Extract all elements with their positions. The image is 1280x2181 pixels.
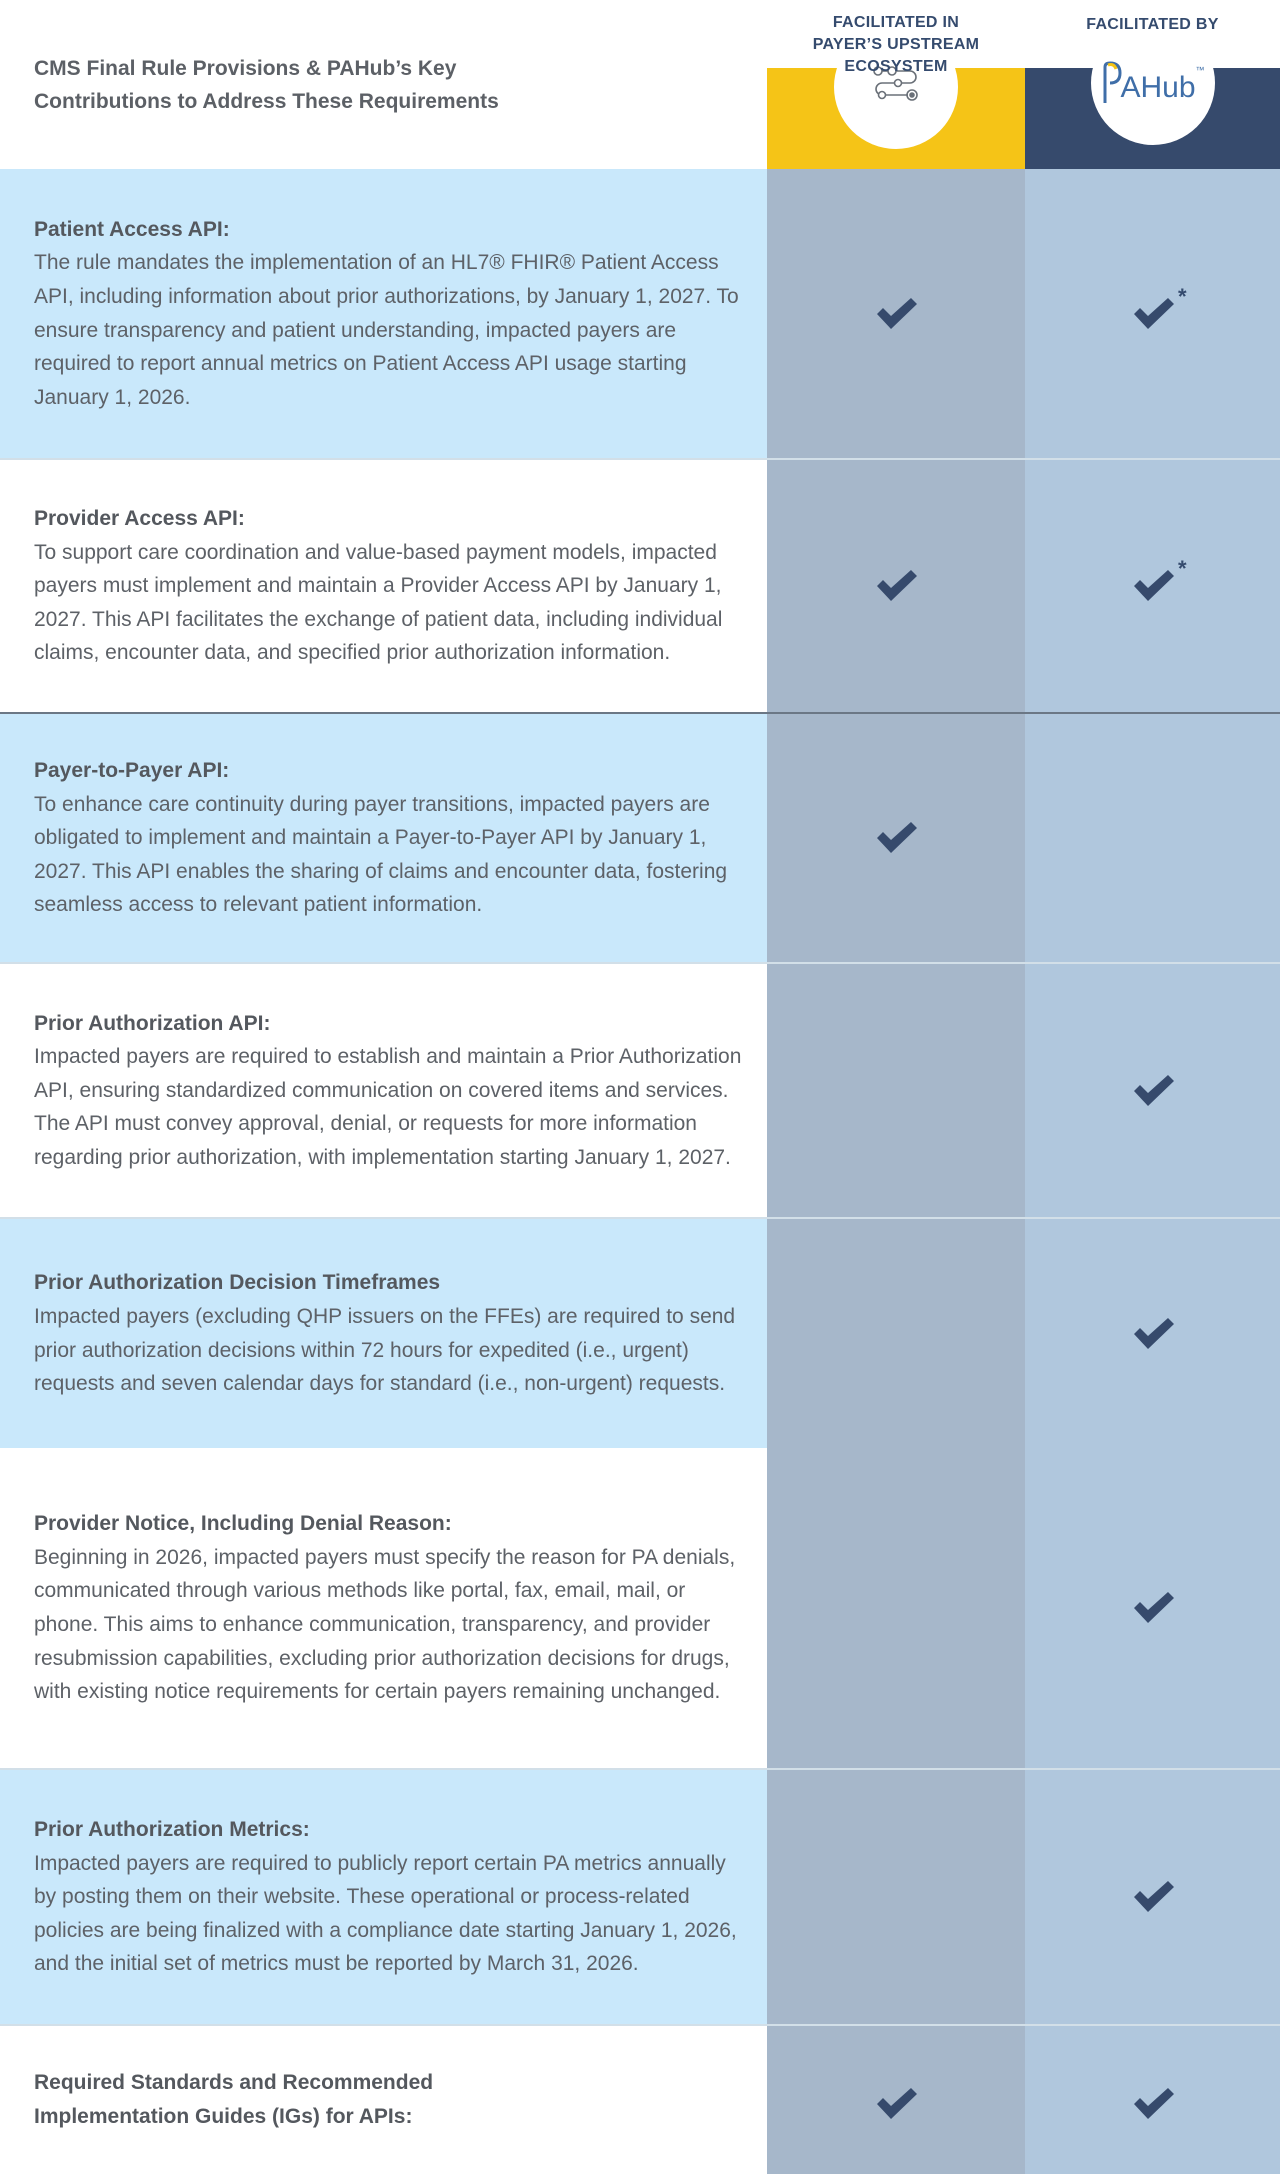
- provision-description: Beginning in 2026, impacted payers must specify the reason for PA denials, communicated through various methods like portal, fax, email, mail, or phone. This aims to enhance communication, transparency, and provider resubmission capabilities, excluding prior authorization decisions for drugs, with existing notice requirements for certain payers remaining unchanged.: [34, 1545, 736, 1704]
- provision-description: Impacted payers are required to establish and maintain a Prior Authorization API, ensuring standardized communication on covered items and services. The API must convey approval, denial, or requests for more information regarding prior authorization, with implementation starting January 1, 2027.: [34, 1045, 742, 1169]
- checkmark-icon: [874, 820, 918, 856]
- provision-title: Provider Notice, Including Denial Reason:: [34, 1512, 452, 1536]
- pahub-logo-wrap: [1100, 61, 1204, 105]
- table-row: [0, 1217, 1280, 1448]
- provision-description: Impacted payers are required to publicly report certain PA metrics annually by posting them on their website. These operational or process-related policies are being finalized with a compliance date starting January 1, 2026, and the initial set of metrics must be reported by March 31, 2026.: [34, 1851, 737, 1976]
- provision-text: [34, 502, 745, 670]
- pahub-cell: [1025, 2026, 1280, 2174]
- pahub-logo-text: AHub: [1120, 71, 1196, 104]
- upstream-cell: [767, 169, 1025, 458]
- provision-text: [34, 1266, 745, 1400]
- provision-text: [34, 1813, 745, 1981]
- provision-cell: [0, 1770, 767, 2024]
- asterisk-mark: *: [1177, 556, 1187, 581]
- column-header-pahub: [1025, 0, 1280, 169]
- pahub-cell: [1025, 169, 1280, 458]
- asterisk-mark: *: [1177, 283, 1187, 309]
- upstream-cell: [767, 2026, 1025, 2174]
- provision-cell: [0, 1219, 767, 1448]
- caption-line-3: ECOSYSTEM: [844, 58, 948, 75]
- page-title: [34, 52, 499, 118]
- checkmark-icon: [874, 296, 918, 332]
- table-row: [0, 169, 1280, 458]
- provision-text: [34, 213, 745, 415]
- upstream-cell: [767, 964, 1025, 1217]
- caption-line-1: FACILITATED IN: [832, 14, 960, 31]
- page-title-line-1: CMS Final Rule Provisions & PAHub’s Key: [34, 56, 457, 80]
- provision-cell: [0, 964, 767, 1217]
- provision-cell: [0, 169, 767, 458]
- provision-cell: [0, 2026, 767, 2174]
- provision-title: Provider Access API:: [34, 507, 245, 531]
- provision-text: [34, 2066, 554, 2133]
- provision-cell: [0, 460, 767, 712]
- pahub-cell: [1025, 1770, 1280, 2024]
- checkmark-icon: [874, 568, 918, 604]
- provision-description: The rule mandates the implementation of an HL7® FHIR® Patient Access API, including information about prior authorizations, by January 1, 2027. To ensure transparency and patient understanding, impacted payers are required to report annual metrics on Patient Access API usage starting January 1, 2026.: [34, 251, 739, 409]
- checkmark-icon: [874, 2086, 918, 2122]
- provision-title: Prior Authorization API:: [34, 1011, 271, 1035]
- checkmark-icon: [1131, 1879, 1175, 1915]
- column-caption-upstream: [767, 0, 1025, 75]
- pahub-cell: [1025, 714, 1280, 962]
- table-header: [0, 0, 1280, 169]
- table-row: [0, 962, 1280, 1217]
- checkmark-icon: [1131, 1590, 1175, 1626]
- caption-line-2: PAYER’S UPSTREAM: [812, 36, 980, 53]
- table-row: [0, 1448, 1280, 1768]
- caption-facilitated-by: FACILITATED BY: [1086, 16, 1219, 33]
- provision-description: Impacted payers (excluding QHP issuers on the FFEs) are required to send prior authorization decisions within 72 hours for expedited (i.e., urgent) requests and seven calendar days for standard (i.e., non-urgent) requests.: [34, 1304, 736, 1396]
- provision-title: Prior Authorization Metrics:: [34, 1818, 310, 1842]
- pahub-logo-tm: ™: [1195, 65, 1205, 75]
- checkmark-icon: [1131, 2086, 1175, 2122]
- upstream-cell: [767, 1770, 1025, 2024]
- upstream-cell: [767, 714, 1025, 962]
- column-header-upstream: [767, 0, 1025, 169]
- table-row: [0, 712, 1280, 962]
- pahub-cell: [1025, 1448, 1280, 1768]
- pahub-cell: [1025, 1219, 1280, 1448]
- provision-title: Prior Authorization Decision Timeframes: [34, 1271, 441, 1295]
- checkmark-icon: [1131, 556, 1187, 604]
- pahub-cell: [1025, 460, 1280, 712]
- provision-title: Required Standards and Recommended Implementation Guides (IGs) for APIs:: [34, 2071, 434, 2128]
- provision-description: To support care coordination and value-based payment models, impacted payers must implement and maintain a Provider Access API by January 1, 2027. This API facilitates the exchange of patient data, including individual claims, encounter data, and specified prior authorization information.: [34, 540, 723, 665]
- table-row: [0, 2024, 1280, 2174]
- provision-title: Patient Access API:: [34, 217, 230, 241]
- provision-text: [34, 754, 745, 922]
- provision-text: [34, 1007, 745, 1175]
- upstream-cell: [767, 1448, 1025, 1768]
- checkmark-icon: [1131, 1316, 1175, 1352]
- upstream-cell: [767, 1219, 1025, 1448]
- header-title-cell: [0, 0, 767, 169]
- provision-title: Payer-to-Payer API:: [34, 759, 230, 783]
- table-row: [0, 458, 1280, 712]
- pahub-logo: [1091, 21, 1215, 145]
- provision-cell: [0, 714, 767, 962]
- provision-description: To enhance care continuity during payer transitions, impacted payers are obligated to implement and maintain a Payer-to-Payer API by January 1, 2027. This API enables the sharing of claims and encounter data, fostering seamless access to relevant patient information.: [34, 792, 728, 917]
- upstream-cell: [767, 460, 1025, 712]
- checkmark-icon: [1131, 283, 1187, 332]
- provision-cell: [0, 1448, 767, 1768]
- provision-text: [34, 1507, 745, 1709]
- pahub-cell: [1025, 964, 1280, 1217]
- checkmark-icon: [1131, 1073, 1175, 1109]
- table-row: [0, 1768, 1280, 2024]
- page-title-line-2: Contributions to Address These Requirements: [34, 89, 499, 113]
